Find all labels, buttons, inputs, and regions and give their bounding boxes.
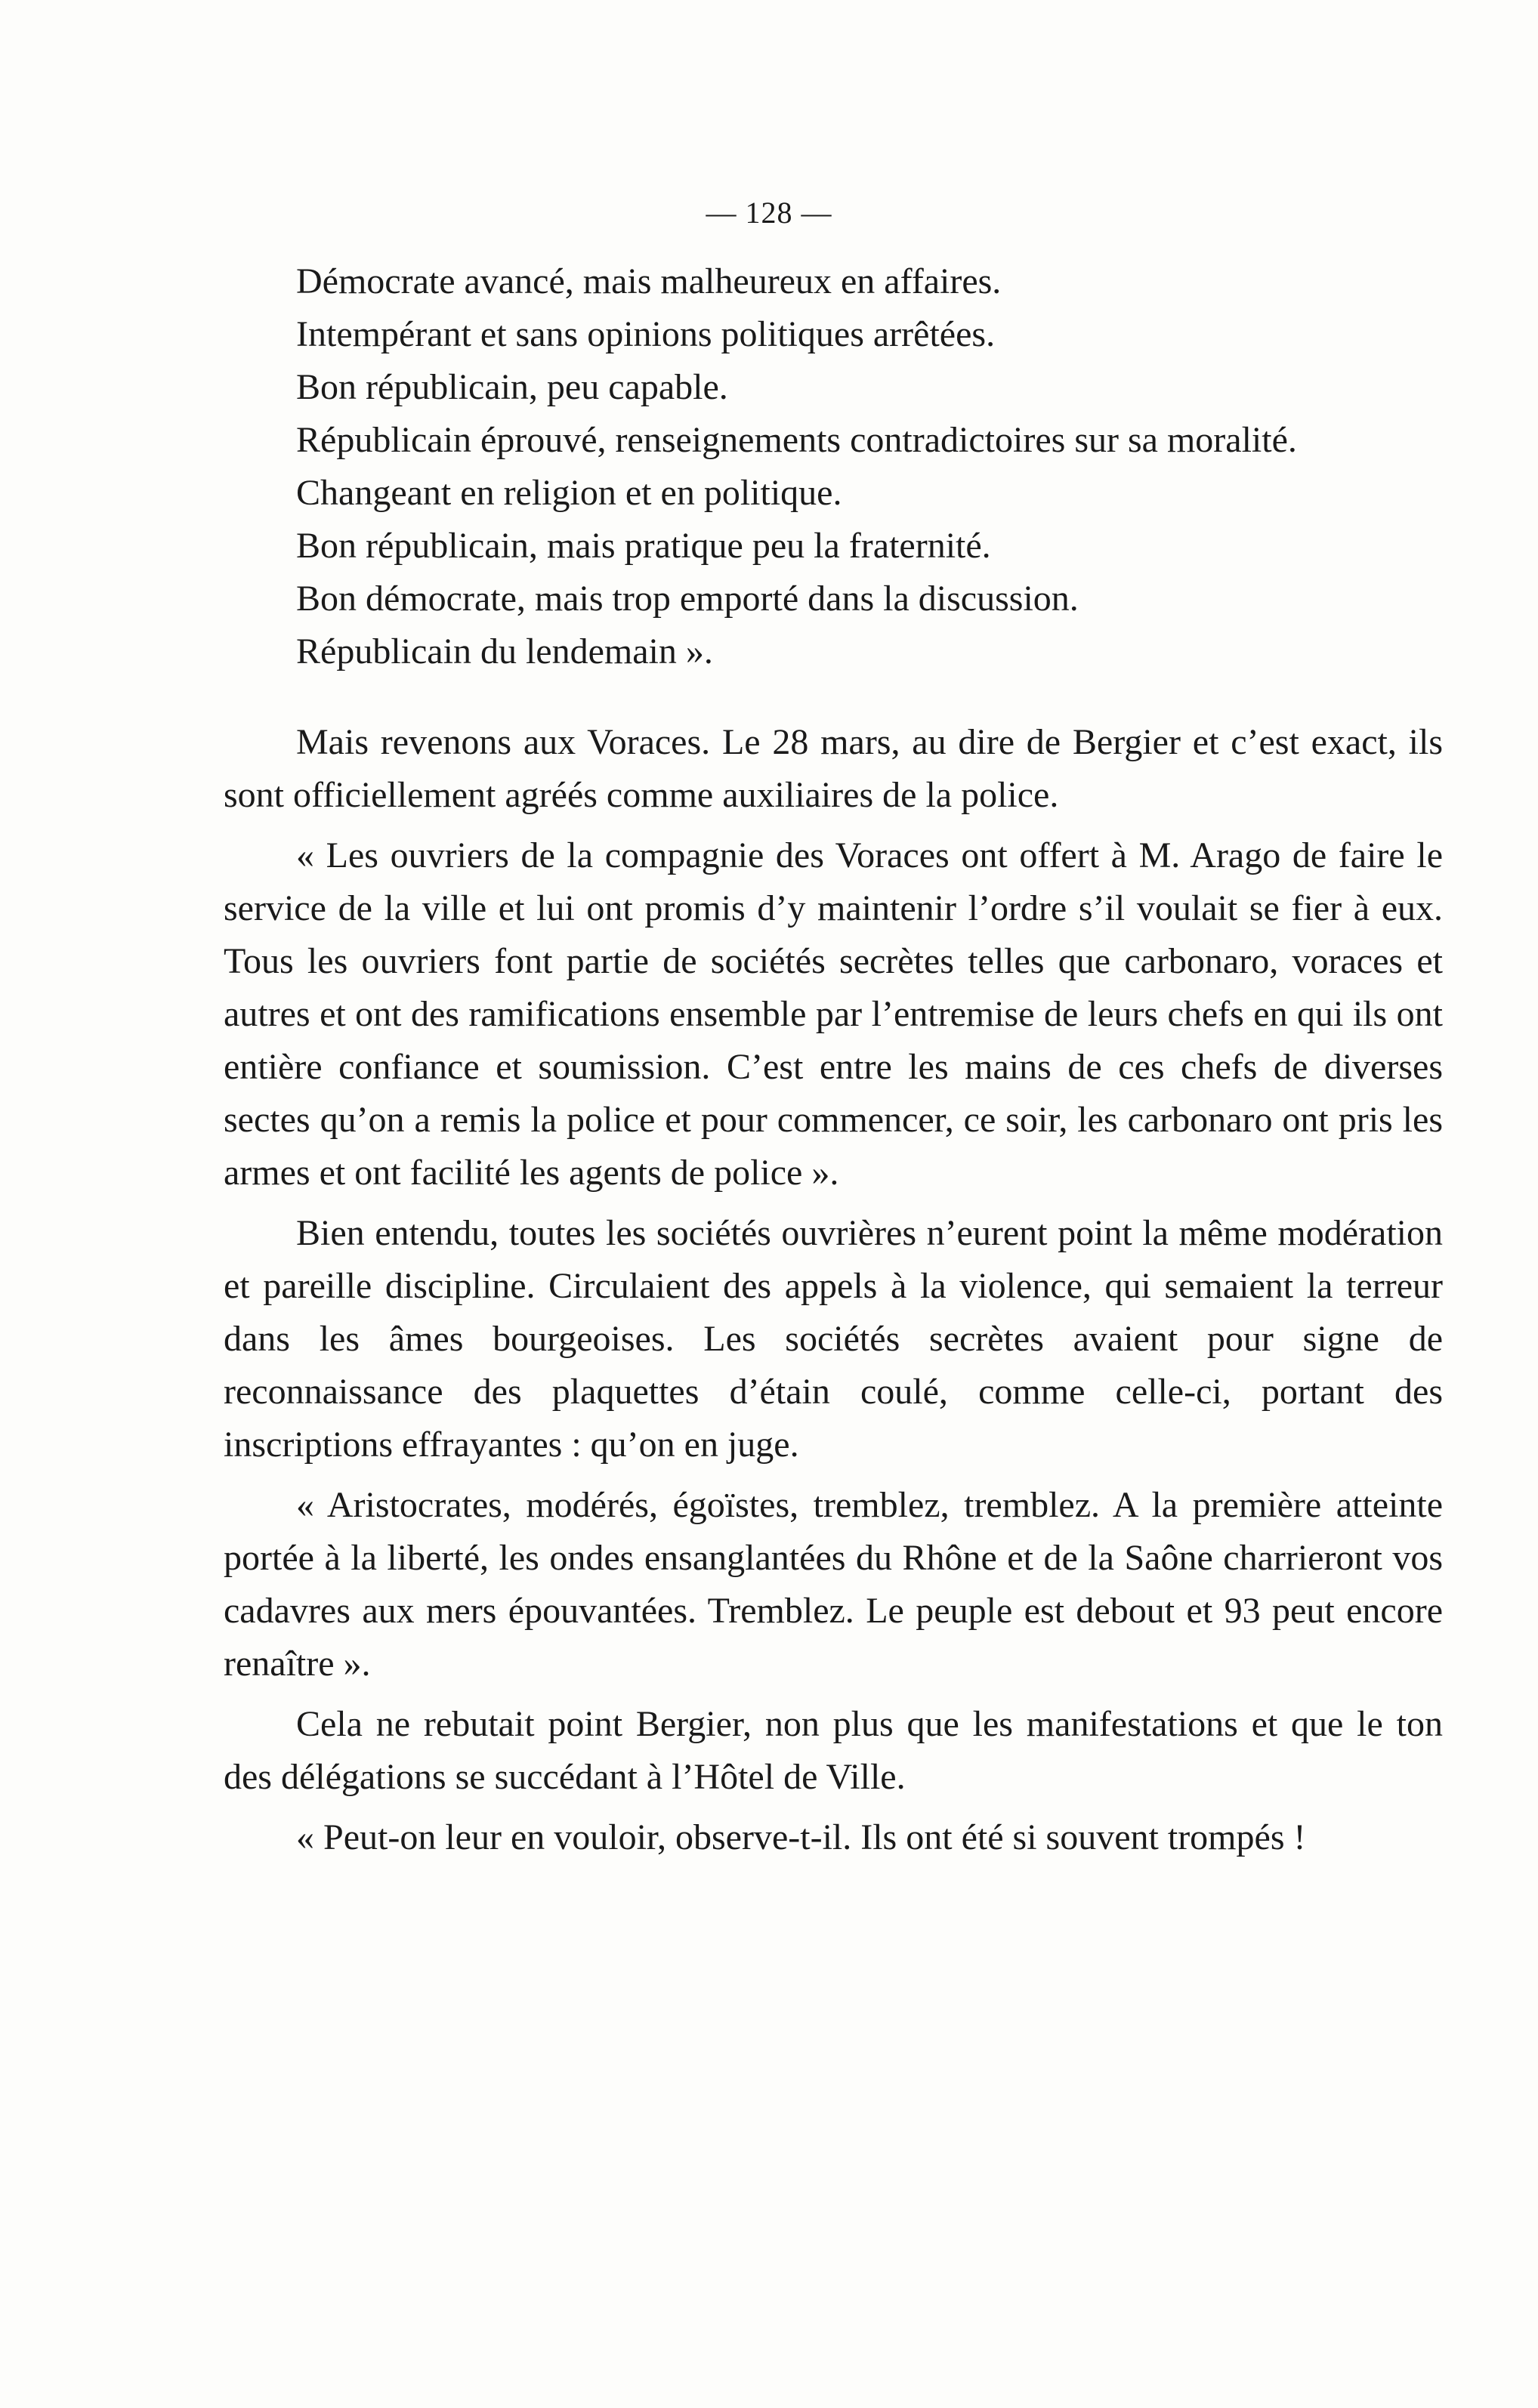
paragraph-quote-aristocrates: « Aristocrates, modérés, égoïstes, tremblez, tremblez. A la première atteinte portée à la liberté, les ondes ensanglantées du Rhône et de la Saône charrieront vos cadavres aux mers épouvantées. Tremblez. Le peuple est debout et 93 peut encore renaître ».	[224, 1485, 1443, 1684]
list-item: Bon démocrate, mais trop emporté dans la discussion.	[296, 579, 1079, 619]
page-body	[224, 255, 1443, 1864]
paragraph-bergier: Cela ne rebutait point Bergier, non plus que les manifestations et que le ton des délégations se succédant à l’Hôtel de Ville.	[224, 1704, 1443, 1797]
page-number: — 128 —	[706, 196, 832, 230]
list-item: Intempérant et sans opinions politiques arrêtées.	[296, 314, 996, 354]
list-item: Changeant en religion et en politique.	[296, 473, 842, 513]
paragraph-quote-arago: « Les ouvriers de la compagnie des Voraces ont offert à M. Arago de faire le service de la ville et lui ont promis d’y maintenir l’ordre s’il voulait se fier à eux. Tous les ouvriers font partie de sociétés secrètes telles que carbonaro, voraces et autres et ont des ramifications ensemble par l’entremise de leurs chefs en qui ils ont entière confiance et soumission. C’est entre les mains de ces chefs de diverses sectes qu’on a remis la police et pour commencer, ce soir, les carbonaro ont pris les armes et ont facilité les agents de police ».	[224, 835, 1443, 1193]
list-item: Républicain éprouvé, renseignements contradictoires sur sa moralité.	[296, 420, 1297, 460]
list-item: Républicain du lendemain ».	[296, 631, 713, 671]
list-item: Démocrate avancé, mais malheureux en affaires.	[296, 261, 1002, 301]
paragraph-societes: Bien entendu, toutes les sociétés ouvrières n’eurent point la même modération et pareille discipline. Circulaient des appels à la violence, qui semaient la terreur dans les âmes bourgeoises. Les sociétés secrètes avaient pour signe de reconnaissance des plaquettes d’étain coulé, comme celle-ci, portant des inscriptions effrayantes : qu’on en juge.	[224, 1213, 1443, 1465]
quoted-list	[224, 255, 1443, 678]
list-item: Bon républicain, peu capable.	[296, 367, 728, 407]
paragraph-quote-trompes: « Peut-on leur en vouloir, observe-t-il. Ils ont été si souvent trompés !	[296, 1817, 1306, 1857]
list-item: Bon républicain, mais pratique peu la fraternité.	[296, 526, 991, 566]
paragraph-voraces: Mais revenons aux Voraces. Le 28 mars, au dire de Bergier et c’est exact, ils sont officiellement agréés comme auxiliaires de la police.	[224, 722, 1443, 815]
